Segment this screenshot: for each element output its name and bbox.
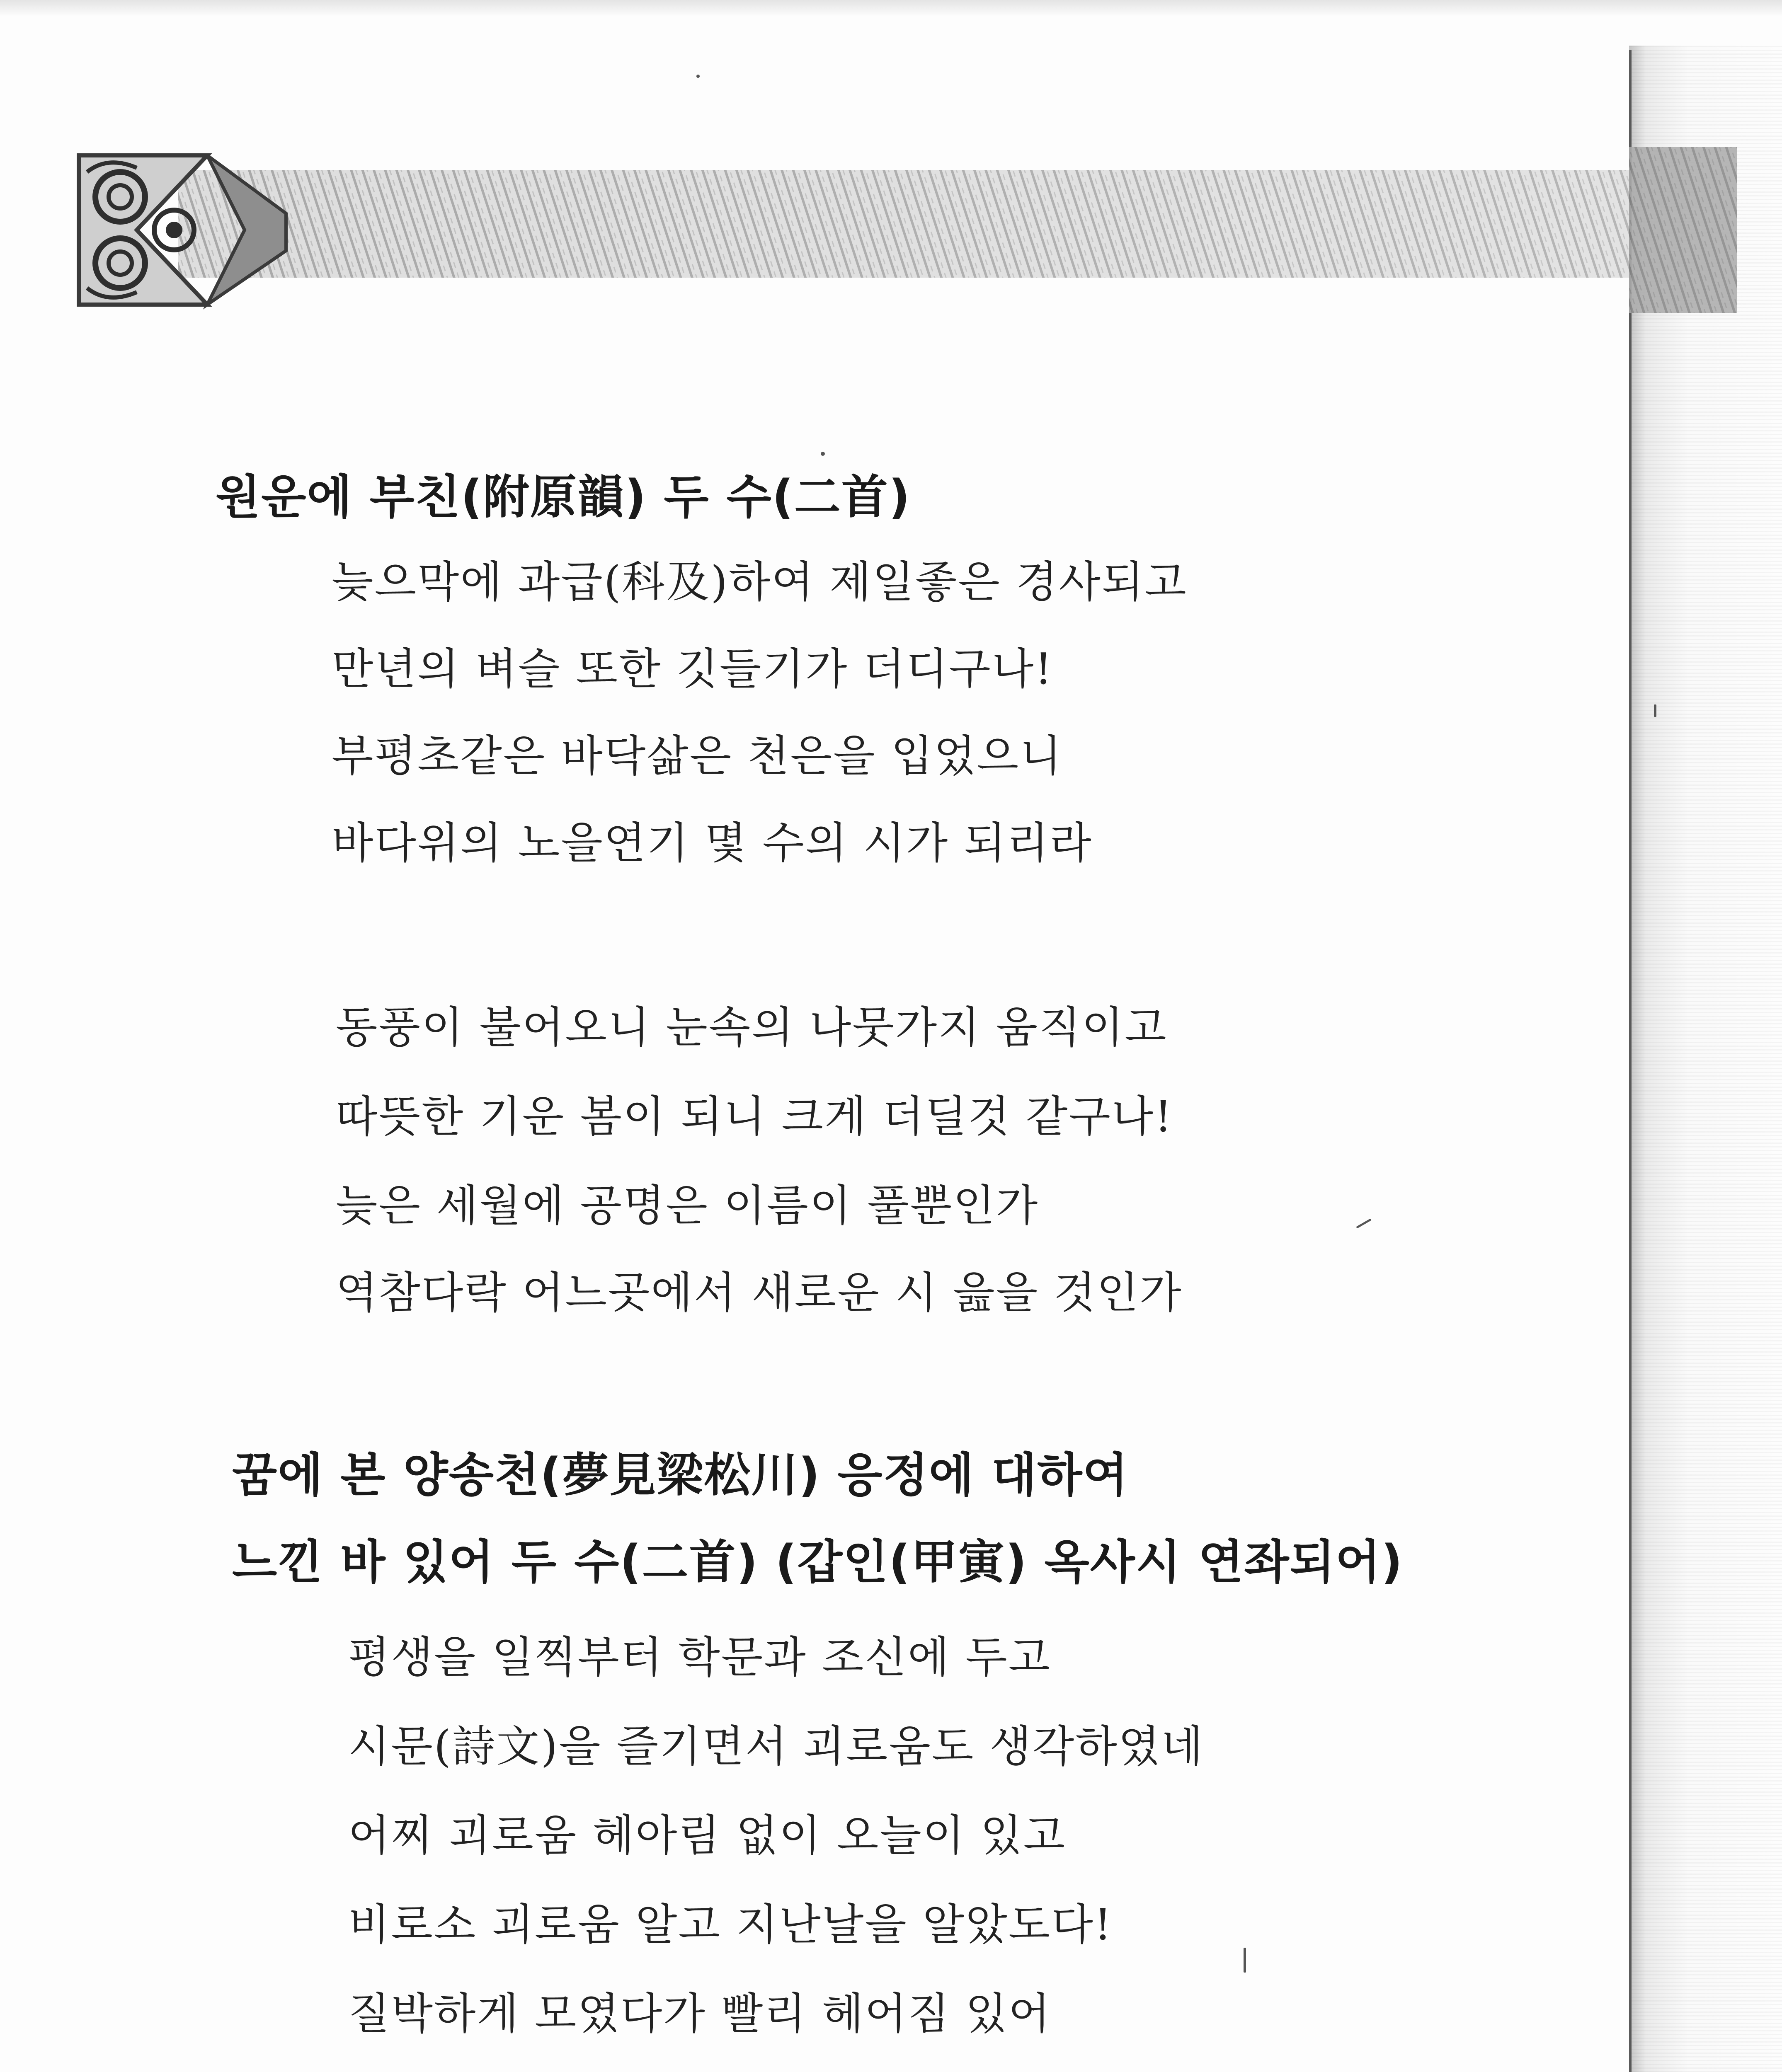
- verse-line: 역참다락 어느곳에서 새로운 시 읊을 것인가: [336, 1267, 1183, 1318]
- scan-speck: [821, 452, 825, 456]
- poem-subtitle: 느낀 바 있어 두 수(二首) (갑인(甲寅) 옥사시 연좌되어): [232, 1535, 1404, 1589]
- verse-line: 늦으막에 과급(科及)하여 제일좋은 경사되고: [332, 557, 1188, 607]
- scan-speck: [1244, 1948, 1246, 1973]
- verse-line: 바다위의 노을연기 몇 수의 시가 되리라: [332, 818, 1093, 868]
- verse-line: 시문(詩文)을 즐기면서 괴로움도 생각하였네: [348, 1721, 1204, 1772]
- scan-speck: [1654, 704, 1656, 717]
- verse-line: 늦은 세월에 공명은 이름이 풀뿐인가: [336, 1180, 1039, 1231]
- verse-line: 어찌 괴로움 헤아림 없이 오늘이 있고: [348, 1810, 1067, 1861]
- verse-line: 질박하게 모였다가 빨리 헤어짐 있어: [348, 1988, 1052, 2039]
- poem-title: 꿈에 본 양송천(夢見梁松川) 응정에 대하여: [232, 1448, 1129, 1502]
- poem-title: 원운에 부친(附原韻) 두 수(二首): [216, 470, 911, 524]
- verse-line: 만년의 벼슬 또한 깃들기가 더디구나!: [332, 644, 1053, 694]
- verse-line: 평생을 일찍부터 학문과 조신에 두고: [348, 1632, 1052, 1682]
- verse-line: 비로소 괴로움 알고 지난날을 알았도다!: [348, 1899, 1113, 1950]
- verse-line: 동풍이 불어오니 눈속의 나뭇가지 움직이고: [336, 1002, 1168, 1053]
- scan-speck: [696, 75, 700, 78]
- verse-line: 따뜻한 기운 봄이 되니 크게 더딜것 같구나!: [336, 1091, 1173, 1142]
- verse-line: [348, 2068, 1156, 2072]
- verse-line: 부평초같은 바닥삶은 천은을 입었으니: [332, 731, 1063, 781]
